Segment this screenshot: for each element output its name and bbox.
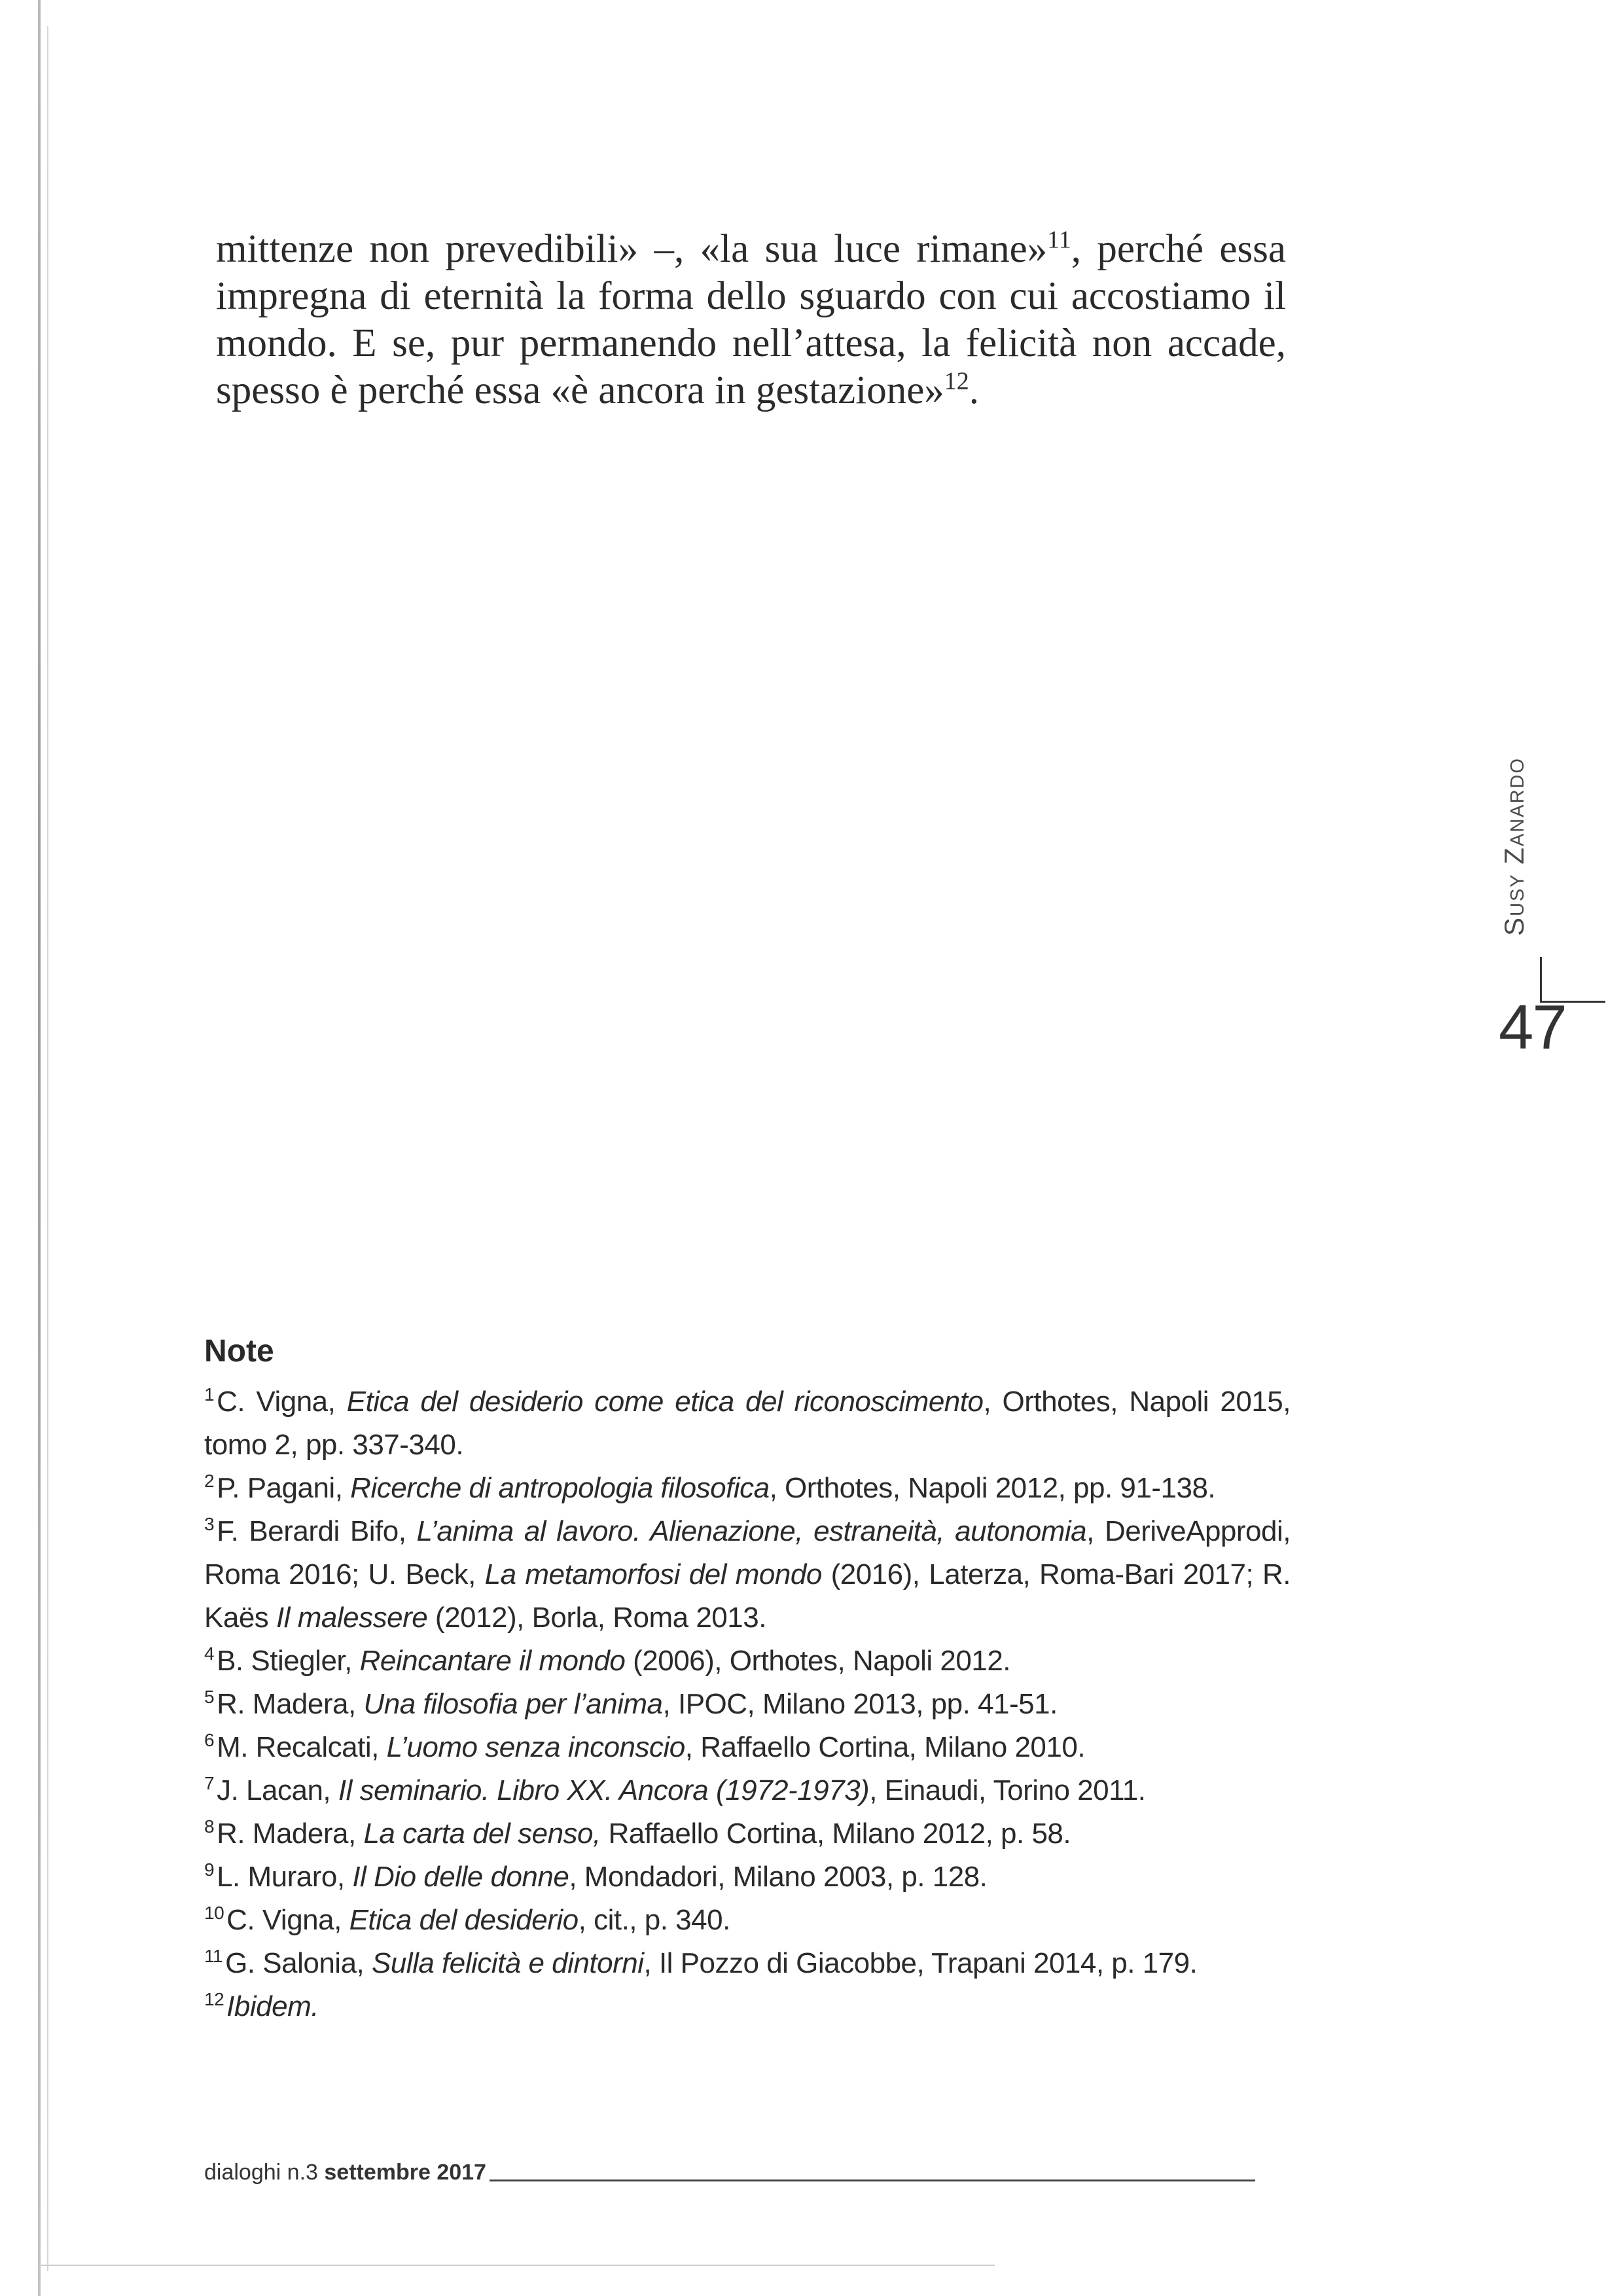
footnote-title: Il malessere <box>276 1602 428 1634</box>
footnote-12 <box>204 1985 1291 2028</box>
footnote-3 <box>204 1510 1291 1640</box>
footnote-1 <box>204 1380 1291 1467</box>
footnote-number: 5 <box>204 1687 215 1708</box>
footnote-details: , Il Pozzo di Giacobbe, Trapani 2014, p. 179. <box>643 1947 1198 1979</box>
footnote-title: La carta del senso, <box>363 1818 601 1850</box>
body-text-3: . <box>969 368 980 412</box>
footnote-details: , IPOC, Milano 2013, pp. 41-51. <box>662 1688 1058 1720</box>
footnote-number: 1 <box>204 1384 215 1405</box>
footnote-details: , DeriveApprodi, Roma 2016; U. Beck, <box>204 1515 1291 1590</box>
footnote-number: 3 <box>204 1514 215 1535</box>
footnote-8 <box>204 1812 1291 1856</box>
footnote-title: Una filosofia per l’anima <box>363 1688 663 1720</box>
body-text-1: mittenze non prevedibili» –, «la sua luce rimane» <box>216 227 1048 271</box>
footnote-details: (2006), Orthotes, Napoli 2012. <box>625 1645 1011 1677</box>
body-text-2: , perché essa impregna di eternità la forma dello sguardo con cui accostiamo il mondo. E se, pur permanendo nell’attesa, la felicità non accade, spesso è perché essa «è ancora in gestazione» <box>216 227 1286 412</box>
footnote-4 <box>204 1640 1291 1683</box>
footnote-details: , Orthotes, Napoli 2012, pp. 91-138. <box>769 1472 1216 1504</box>
footnote-details: (2016), Laterza, Roma-Bari 2017; R. Kaës <box>204 1558 1291 1634</box>
footnote-number: 7 <box>204 1773 215 1794</box>
footer-issue: settembre 2017 <box>324 2160 486 2185</box>
footnote-2 <box>204 1467 1291 1510</box>
footnote-details: , Mondadori, Milano 2003, p. 128. <box>569 1861 988 1893</box>
footnote-details: (2012), Borla, Roma 2013. <box>427 1602 766 1634</box>
footer-rule <box>490 2179 1255 2181</box>
footnote-title: Il Dio delle donne <box>352 1861 569 1893</box>
footnote-number: 12 <box>204 1989 224 2010</box>
footnote-author: J. Lacan, <box>217 1774 338 1806</box>
footnote-number: 10 <box>204 1903 224 1924</box>
scan-bottom-edge <box>39 2265 995 2266</box>
footnote-title: Reincantare il mondo <box>359 1645 626 1677</box>
footnote-details: , Einaudi, Torino 2011. <box>869 1774 1146 1806</box>
notes-list <box>204 1380 1291 2028</box>
footnote-details: Raffaello Cortina, Milano 2012, p. 58. <box>600 1818 1071 1850</box>
footnote-title: Etica del desiderio <box>349 1904 579 1936</box>
footnote-ref-11[interactable]: 11 <box>1047 226 1071 254</box>
footnote-9 <box>204 1856 1291 1899</box>
footnote-title: L’uomo senza inconscio <box>386 1731 685 1763</box>
footnote-author: G. Salonia, <box>225 1947 372 1979</box>
footnote-title: Sulla felicità e dintorni <box>371 1947 644 1979</box>
footnote-title: Ibidem. <box>226 1990 319 2022</box>
footnote-11 <box>204 1942 1291 1985</box>
body-paragraph <box>216 226 1286 414</box>
footnote-number: 8 <box>204 1816 215 1837</box>
footnote-author: R. Madera, <box>217 1688 364 1720</box>
footnote-number: 11 <box>204 1946 223 1967</box>
footnote-author: R. Madera, <box>217 1818 364 1850</box>
running-head-author: Susy Zanardo <box>1499 757 1529 936</box>
footnote-number: 9 <box>204 1859 215 1880</box>
footnote-author: C. Vigna, <box>217 1386 347 1418</box>
footnote-title: La metamorfosi del mondo <box>484 1558 822 1590</box>
footnote-number: 6 <box>204 1730 215 1751</box>
footnote-7 <box>204 1769 1291 1812</box>
footnote-number: 2 <box>204 1471 215 1492</box>
footnote-title: L’anima al lavoro. Alienazione, estraneità, autonomia <box>416 1515 1087 1547</box>
footnote-title: Etica del desiderio come etica del riconoscimento <box>346 1386 984 1418</box>
footnote-6 <box>204 1726 1291 1769</box>
page-number: 47 <box>1499 992 1566 1062</box>
footnote-author: P. Pagani, <box>217 1472 351 1504</box>
footnote-author: F. Berardi Bifo, <box>217 1515 417 1547</box>
footnote-author: C. Vigna, <box>226 1904 349 1936</box>
footnote-number: 4 <box>204 1643 215 1664</box>
footnote-author: M. Recalcati, <box>217 1731 387 1763</box>
footnote-author: L. Muraro, <box>217 1861 353 1893</box>
scan-edge-inner <box>47 26 48 2271</box>
scan-edge <box>38 0 41 2296</box>
footer <box>204 2160 486 2185</box>
footnote-10 <box>204 1899 1291 1942</box>
notes-section <box>204 1332 1291 2028</box>
notes-title: Note <box>204 1334 274 1369</box>
footnote-title: Il seminario. Libro XX. Ancora (1972-1973) <box>338 1774 870 1806</box>
footnote-details: , cit., p. 340. <box>578 1904 730 1936</box>
footnote-details: , Orthotes, Napoli 2015, tomo 2, pp. 337-340. <box>204 1386 1291 1461</box>
footnote-author: B. Stiegler, <box>217 1645 360 1677</box>
footnote-ref-12[interactable]: 12 <box>944 367 969 395</box>
footnote-title: Ricerche di antropologia filosofica <box>350 1472 770 1504</box>
footer-journal: dialoghi n.3 <box>204 2160 318 2185</box>
footnote-5 <box>204 1683 1291 1726</box>
footnote-details: , Raffaello Cortina, Milano 2010. <box>685 1731 1086 1763</box>
